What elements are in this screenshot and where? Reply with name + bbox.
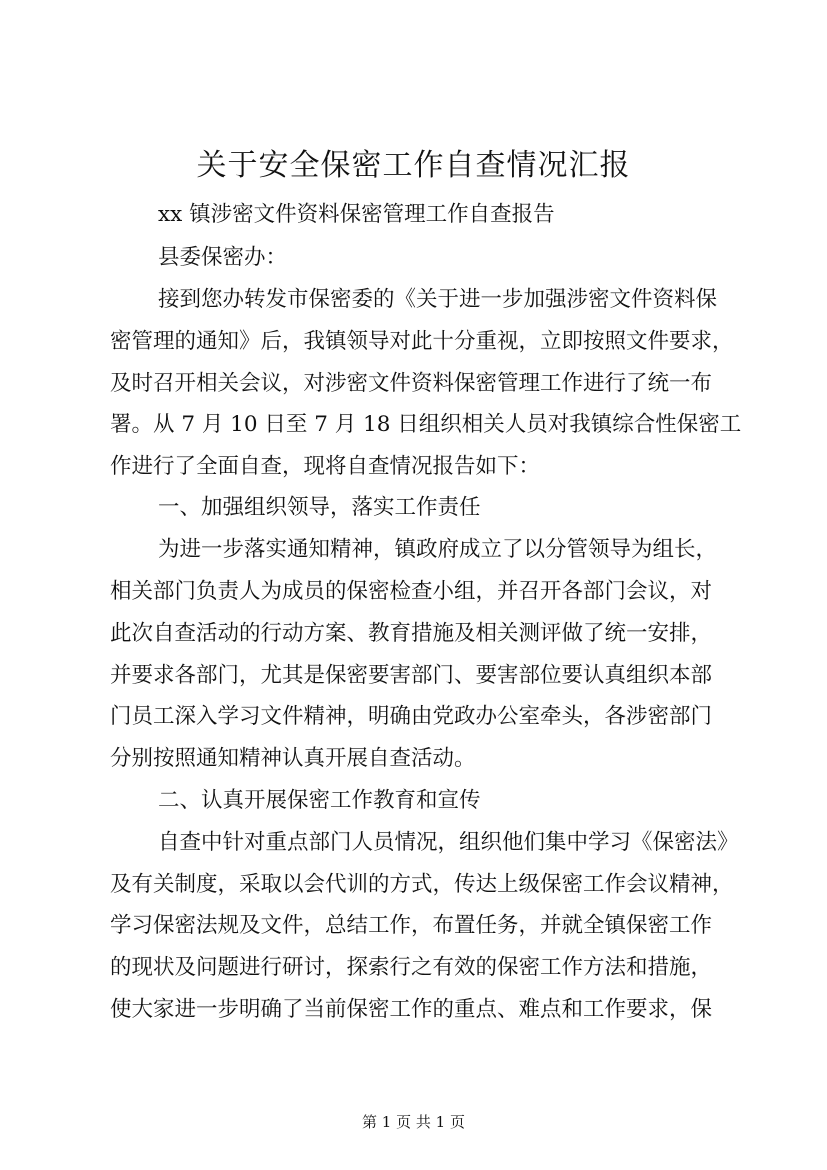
report-subtitle: xx 镇涉密文件资料保密管理工作自查报告 — [158, 202, 555, 227]
paragraph-line: 分别按照通知精神认真开展自查活动。 — [110, 746, 476, 771]
paragraph-line: 及时召开相关会议，对涉密文件资料保密管理工作进行了统一布 — [110, 371, 713, 396]
paragraph-line: 自查中针对重点部门人员情况，组织他们集中学习《保密法》 — [158, 830, 739, 855]
paragraph-line: 署。从 7 月 10 日至 7 月 18 日组织相关人员对我镇综合性保密工 — [110, 412, 742, 437]
paragraph-line: 密管理的通知》后，我镇领导对此十分重视，立即按照文件要求， — [110, 329, 734, 354]
paragraph-line: 使大家进一步明确了当前保密工作的重点、难点和工作要求，保 — [110, 997, 713, 1022]
paragraph-line: 此次自查活动的行动方案、教育措施及相关测评做了统一安排， — [110, 621, 713, 646]
document-title: 关于安全保密工作自查情况汇报 — [196, 148, 631, 183]
section-heading-1: 一、加强组织领导，落实工作责任 — [158, 495, 481, 520]
paragraph-line: 相关部门负责人为成员的保密检查小组，并召开各部门会议，对 — [110, 579, 713, 604]
paragraph-line: 为进一步落实通知精神，镇政府成立了以分管领导为组长， — [158, 537, 718, 562]
addressee: 县委保密办： — [158, 245, 288, 270]
page-number: 第 1 页 共 1 页 — [362, 1113, 465, 1131]
section-heading-2: 二、认真开展保密工作教育和宣传 — [158, 788, 481, 813]
paragraph-line: 的现状及问题进行研讨，探索行之有效的保密工作方法和措施， — [110, 955, 713, 980]
paragraph-line: 作进行了全面自查，现将自查情况报告如下： — [110, 454, 541, 479]
paragraph-line: 门员工深入学习文件精神，明确由党政办公室牵头，各涉密部门 — [110, 704, 713, 729]
paragraph-line: 接到您办转发市保密委的《关于进一步加强涉密文件资料保 — [158, 287, 718, 312]
paragraph-line: 学习保密法规及文件，总结工作，布置任务，并就全镇保密工作 — [110, 913, 713, 938]
paragraph-line: 及有关制度，采取以会代训的方式，传达上级保密工作会议精神， — [110, 872, 734, 897]
paragraph-line: 并要求各部门，尤其是保密要害部门、要害部位要认真组织本部 — [110, 663, 713, 688]
